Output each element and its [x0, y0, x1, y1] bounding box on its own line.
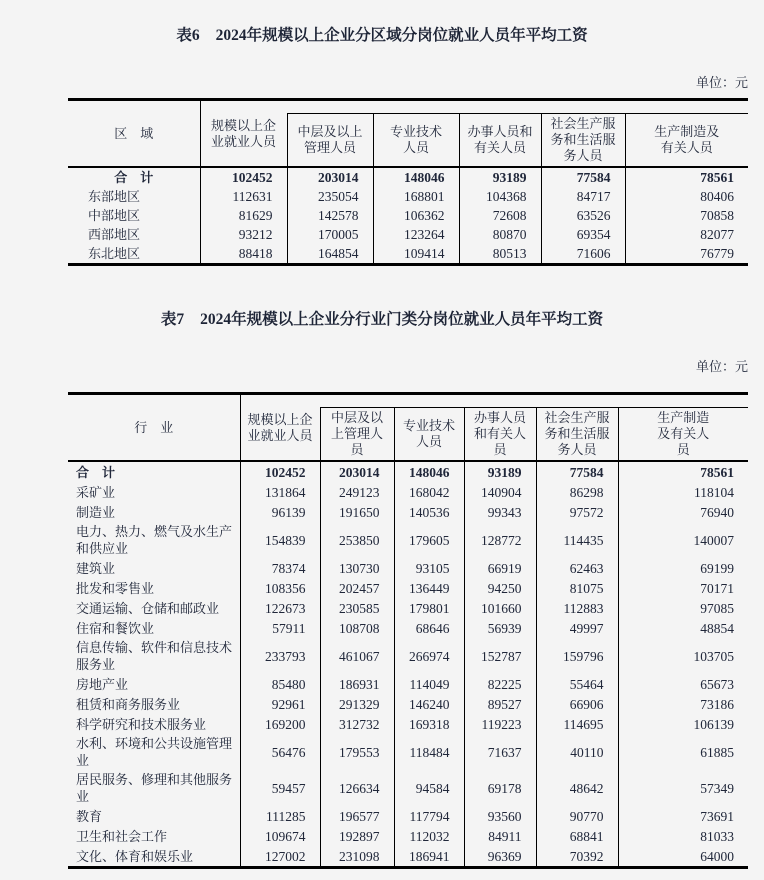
value-cell: 123264 — [373, 225, 459, 244]
value-cell: 96369 — [464, 846, 536, 868]
value-cell: 49997 — [536, 618, 618, 638]
table-row — [68, 734, 748, 770]
value-cell: 71637 — [464, 734, 536, 770]
value-cell: 82225 — [464, 674, 536, 694]
document-page — [0, 26, 764, 880]
value-cell: 59457 — [240, 770, 320, 806]
col-header-social-service: 社会生产服务和生活服务人员 — [536, 408, 618, 462]
row-label: 东北地区 — [88, 246, 141, 261]
value-cell: 66919 — [464, 558, 536, 578]
table-row — [68, 674, 748, 694]
value-cell: 114695 — [536, 714, 618, 734]
value-cell: 140007 — [618, 522, 748, 558]
value-cell: 56476 — [240, 734, 320, 770]
row-label: 西部地区 — [88, 227, 141, 242]
row-label: 水利、环境和公共设施管理业 — [76, 736, 233, 768]
table-row — [68, 187, 748, 206]
value-cell: 103705 — [618, 638, 748, 674]
row-label: 居民服务、修理和其他服务业 — [76, 772, 233, 804]
value-cell: 196577 — [320, 806, 394, 826]
row-label: 文化、体育和娱乐业 — [76, 848, 194, 864]
value-cell: 186941 — [394, 846, 464, 868]
value-cell: 62463 — [536, 558, 618, 578]
value-cell: 114049 — [394, 674, 464, 694]
header-group-strip — [287, 100, 748, 114]
table-row — [68, 846, 748, 868]
table6-body — [68, 167, 748, 265]
row-label: 租赁和商务服务业 — [76, 696, 181, 712]
value-cell: 106139 — [618, 714, 748, 734]
table-row — [68, 244, 748, 265]
value-cell: 127002 — [240, 846, 320, 868]
value-cell: 76940 — [618, 502, 748, 522]
row-label: 批发和零售业 — [76, 580, 155, 596]
row-label: 房地产业 — [76, 676, 129, 692]
row-label: 住宿和餐饮业 — [76, 620, 155, 636]
value-cell: 64000 — [618, 846, 748, 868]
value-cell: 109674 — [240, 826, 320, 846]
table-row — [68, 206, 748, 225]
table-row — [68, 522, 748, 558]
value-cell: 78374 — [240, 558, 320, 578]
value-cell: 148046 — [373, 167, 459, 187]
value-cell: 93560 — [464, 806, 536, 826]
value-cell: 128772 — [464, 522, 536, 558]
table-row — [68, 770, 748, 806]
value-cell: 169200 — [240, 714, 320, 734]
value-cell: 68841 — [536, 826, 618, 846]
value-cell: 106362 — [373, 206, 459, 225]
value-cell: 81629 — [200, 206, 287, 225]
col-header-total-employees: 规模以上企业就业人员 — [200, 100, 287, 168]
value-cell: 146240 — [394, 694, 464, 714]
value-cell: 140536 — [394, 502, 464, 522]
value-cell: 78561 — [625, 167, 748, 187]
value-cell: 73691 — [618, 806, 748, 826]
table-row — [68, 225, 748, 244]
value-cell: 202457 — [320, 578, 394, 598]
value-cell: 168042 — [394, 482, 464, 502]
value-cell: 266974 — [394, 638, 464, 674]
table6-title-tag: 表6 — [176, 27, 200, 44]
value-cell: 93189 — [464, 461, 536, 482]
value-cell: 164854 — [287, 244, 373, 265]
value-cell: 109414 — [373, 244, 459, 265]
value-cell: 84911 — [464, 826, 536, 846]
value-cell: 93212 — [200, 225, 287, 244]
table6 — [68, 98, 748, 266]
value-cell: 111285 — [240, 806, 320, 826]
table7-title-tag: 表7 — [160, 311, 185, 328]
col-header-social-service: 社会生产服务和生活服务人员 — [541, 114, 625, 168]
table7-header — [68, 394, 748, 462]
table-row — [68, 638, 748, 674]
value-cell: 108356 — [240, 578, 320, 598]
row-label: 采矿业 — [76, 484, 116, 500]
value-cell: 130730 — [320, 558, 394, 578]
col-header-clerical: 办事人员和有关人员 — [459, 114, 541, 168]
header-row-top — [68, 394, 748, 408]
value-cell: 312732 — [320, 714, 394, 734]
value-cell: 48642 — [536, 770, 618, 806]
table-row — [68, 167, 748, 187]
value-cell: 96139 — [240, 502, 320, 522]
value-cell: 249123 — [320, 482, 394, 502]
value-cell: 203014 — [287, 167, 373, 187]
value-cell: 77584 — [536, 461, 618, 482]
value-cell: 70858 — [625, 206, 748, 225]
value-cell: 72608 — [459, 206, 541, 225]
value-cell: 104368 — [459, 187, 541, 206]
value-cell: 203014 — [320, 461, 394, 482]
table-row — [68, 826, 748, 846]
value-cell: 192897 — [320, 826, 394, 846]
col-header-professional-technical: 专业技术人员 — [373, 114, 459, 168]
table6-header — [68, 100, 748, 168]
table6-title-text: 2024年规模以上企业分区域分岗位就业人员年平均工资 — [215, 27, 588, 44]
value-cell: 82077 — [625, 225, 748, 244]
row-label: 卫生和社会工作 — [76, 828, 168, 844]
value-cell: 85480 — [240, 674, 320, 694]
value-cell: 71606 — [541, 244, 625, 265]
value-cell: 186931 — [320, 674, 394, 694]
table-row — [68, 502, 748, 522]
value-cell: 118104 — [618, 482, 748, 502]
row-label: 合 计 — [114, 170, 154, 185]
value-cell: 169318 — [394, 714, 464, 734]
col-header-managers: 中层及以上管理人员 — [320, 408, 394, 462]
value-cell: 92961 — [240, 694, 320, 714]
value-cell: 233793 — [240, 638, 320, 674]
value-cell: 152787 — [464, 638, 536, 674]
value-cell: 118484 — [394, 734, 464, 770]
col-header-managers: 中层及以上管理人员 — [287, 114, 373, 168]
header-row-top — [68, 100, 748, 114]
table-row — [68, 558, 748, 578]
value-cell: 70171 — [618, 578, 748, 598]
value-cell: 40110 — [536, 734, 618, 770]
value-cell: 179801 — [394, 598, 464, 618]
table-row — [68, 578, 748, 598]
value-cell: 81033 — [618, 826, 748, 846]
table6-title — [0, 26, 764, 46]
value-cell: 230585 — [320, 598, 394, 618]
table-row — [68, 618, 748, 638]
value-cell: 97572 — [536, 502, 618, 522]
table7-unit-label: 单位：元 — [695, 359, 748, 374]
value-cell: 80870 — [459, 225, 541, 244]
value-cell: 291329 — [320, 694, 394, 714]
value-cell: 235054 — [287, 187, 373, 206]
row-label: 中部地区 — [88, 208, 141, 223]
value-cell: 68646 — [394, 618, 464, 638]
value-cell: 73186 — [618, 694, 748, 714]
value-cell: 168801 — [373, 187, 459, 206]
value-cell: 63526 — [541, 206, 625, 225]
value-cell: 102452 — [240, 461, 320, 482]
value-cell: 69354 — [541, 225, 625, 244]
value-cell: 112032 — [394, 826, 464, 846]
value-cell: 461067 — [320, 638, 394, 674]
value-cell: 117794 — [394, 806, 464, 826]
value-cell: 108708 — [320, 618, 394, 638]
value-cell: 65673 — [618, 674, 748, 694]
value-cell: 77584 — [541, 167, 625, 187]
value-cell: 89527 — [464, 694, 536, 714]
value-cell: 57911 — [240, 618, 320, 638]
col-header-industry: 行 业 — [68, 394, 240, 462]
value-cell: 179553 — [320, 734, 394, 770]
value-cell: 148046 — [394, 461, 464, 482]
value-cell: 99343 — [464, 502, 536, 522]
value-cell: 122673 — [240, 598, 320, 618]
row-label: 合 计 — [76, 464, 116, 480]
value-cell: 94584 — [394, 770, 464, 806]
value-cell: 69178 — [464, 770, 536, 806]
value-cell: 126634 — [320, 770, 394, 806]
col-header-professional-technical: 专业技术人员 — [394, 408, 464, 462]
row-label: 东部地区 — [88, 189, 141, 204]
value-cell: 56939 — [464, 618, 536, 638]
value-cell: 191650 — [320, 502, 394, 522]
value-cell: 179605 — [394, 522, 464, 558]
row-label: 建筑业 — [76, 560, 116, 576]
value-cell: 69199 — [618, 558, 748, 578]
value-cell: 112631 — [200, 187, 287, 206]
value-cell: 78561 — [618, 461, 748, 482]
table-row — [68, 461, 748, 482]
value-cell: 84717 — [541, 187, 625, 206]
table7-title-text: 2024年规模以上企业分行业门类分岗位就业人员年平均工资 — [200, 311, 604, 328]
table-row — [68, 806, 748, 826]
value-cell: 94250 — [464, 578, 536, 598]
table6-unit-label: 单位：元 — [695, 75, 748, 90]
value-cell: 102452 — [200, 167, 287, 187]
value-cell: 131864 — [240, 482, 320, 502]
row-label: 交通运输、仓储和邮政业 — [76, 600, 220, 616]
value-cell: 48854 — [618, 618, 748, 638]
value-cell: 61885 — [618, 734, 748, 770]
col-header-region: 区 域 — [68, 100, 200, 168]
row-label: 信息传输、软件和信息技术服务业 — [76, 640, 233, 672]
col-header-production: 生产制造及有关人员 — [618, 408, 748, 462]
value-cell: 112883 — [536, 598, 618, 618]
value-cell: 57349 — [618, 770, 748, 806]
value-cell: 142578 — [287, 206, 373, 225]
value-cell: 93105 — [394, 558, 464, 578]
value-cell: 170005 — [287, 225, 373, 244]
header-group-strip — [320, 394, 748, 408]
value-cell: 154839 — [240, 522, 320, 558]
value-cell: 90770 — [536, 806, 618, 826]
value-cell: 159796 — [536, 638, 618, 674]
row-label: 科学研究和技术服务业 — [76, 716, 207, 732]
value-cell: 88418 — [200, 244, 287, 265]
value-cell: 136449 — [394, 578, 464, 598]
value-cell: 253850 — [320, 522, 394, 558]
table-row — [68, 694, 748, 714]
value-cell: 55464 — [536, 674, 618, 694]
value-cell: 81075 — [536, 578, 618, 598]
table-row — [68, 598, 748, 618]
value-cell: 101660 — [464, 598, 536, 618]
col-header-total-employees: 规模以上企业就业人员 — [240, 394, 320, 462]
table-row — [68, 482, 748, 502]
value-cell: 86298 — [536, 482, 618, 502]
value-cell: 114435 — [536, 522, 618, 558]
col-header-clerical: 办事人员和有关人员 — [464, 408, 536, 462]
value-cell: 97085 — [618, 598, 748, 618]
value-cell: 119223 — [464, 714, 536, 734]
table7-title — [0, 310, 764, 330]
col-header-production: 生产制造及有关人员 — [625, 114, 748, 168]
row-label: 制造业 — [76, 504, 116, 520]
value-cell: 66906 — [536, 694, 618, 714]
value-cell: 231098 — [320, 846, 394, 868]
value-cell: 70392 — [536, 846, 618, 868]
table7 — [68, 392, 748, 869]
row-label: 电力、热力、燃气及水生产和供应业 — [76, 524, 233, 556]
table-row — [68, 714, 748, 734]
value-cell: 80513 — [459, 244, 541, 265]
value-cell: 76779 — [625, 244, 748, 265]
value-cell: 80406 — [625, 187, 748, 206]
value-cell: 140904 — [464, 482, 536, 502]
row-label: 教育 — [76, 808, 103, 824]
table7-body — [68, 461, 748, 868]
value-cell: 93189 — [459, 167, 541, 187]
